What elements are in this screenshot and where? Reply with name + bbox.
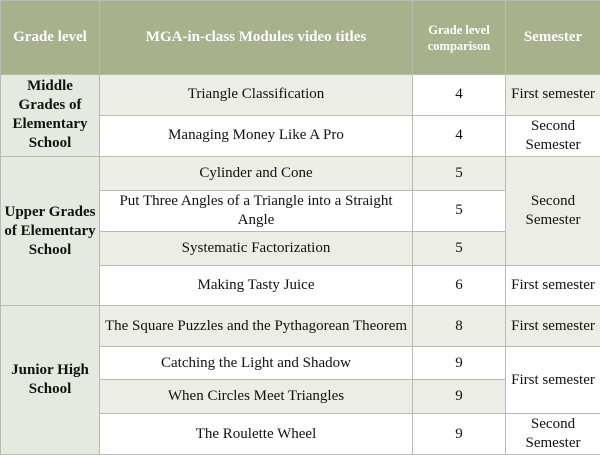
video-title: Triangle Classification: [100, 75, 413, 116]
grade-comparison: 9: [413, 380, 506, 414]
semester: First semester: [506, 265, 600, 306]
grade-comparison: 8: [413, 306, 506, 347]
header-grade-level: Grade level: [1, 1, 100, 75]
semester: First semester: [506, 75, 600, 116]
group-label-middle-grades: Middle Grades of Elementary School: [1, 75, 100, 157]
table-row: [1, 75, 600, 116]
video-title: When Circles Meet Triangles: [100, 380, 413, 414]
grade-comparison: 9: [413, 347, 506, 380]
video-title: The Roulette Wheel: [100, 414, 413, 455]
grade-comparison: 5: [413, 231, 506, 265]
semester: Second Semester: [506, 414, 600, 455]
semester: Second Semester: [506, 156, 600, 265]
grade-comparison: 4: [413, 115, 506, 156]
grade-comparison: 5: [413, 190, 506, 231]
header-video-titles: MGA-in-class Modules video titles: [100, 1, 413, 75]
semester: First semester: [506, 347, 600, 414]
video-title: Catching the Light and Shadow: [100, 347, 413, 380]
table-row: [1, 156, 600, 190]
video-title: Systematic Factorization: [100, 231, 413, 265]
header-semester: Semester: [506, 1, 600, 75]
semester: First semester: [506, 306, 600, 347]
header-grade-comparison: Grade level comparison: [413, 1, 506, 75]
grade-comparison: 5: [413, 156, 506, 190]
video-title: Cylinder and Cone: [100, 156, 413, 190]
group-label-upper-grades: Upper Grades of Elementary School: [1, 156, 100, 306]
grade-comparison: 4: [413, 75, 506, 116]
table-row: [1, 306, 600, 347]
semester: Second Semester: [506, 115, 600, 156]
video-title: Making Tasty Juice: [100, 265, 413, 306]
grade-comparison: 9: [413, 414, 506, 455]
video-title: Put Three Angles of a Triangle into a Straight Angle: [100, 190, 413, 231]
video-title: Managing Money Like A Pro: [100, 115, 413, 156]
header-row: [1, 1, 600, 75]
grade-comparison: 6: [413, 265, 506, 306]
video-title: The Square Puzzles and the Pythagorean Theorem: [100, 306, 413, 347]
group-label-junior-high: Junior High School: [1, 306, 100, 455]
